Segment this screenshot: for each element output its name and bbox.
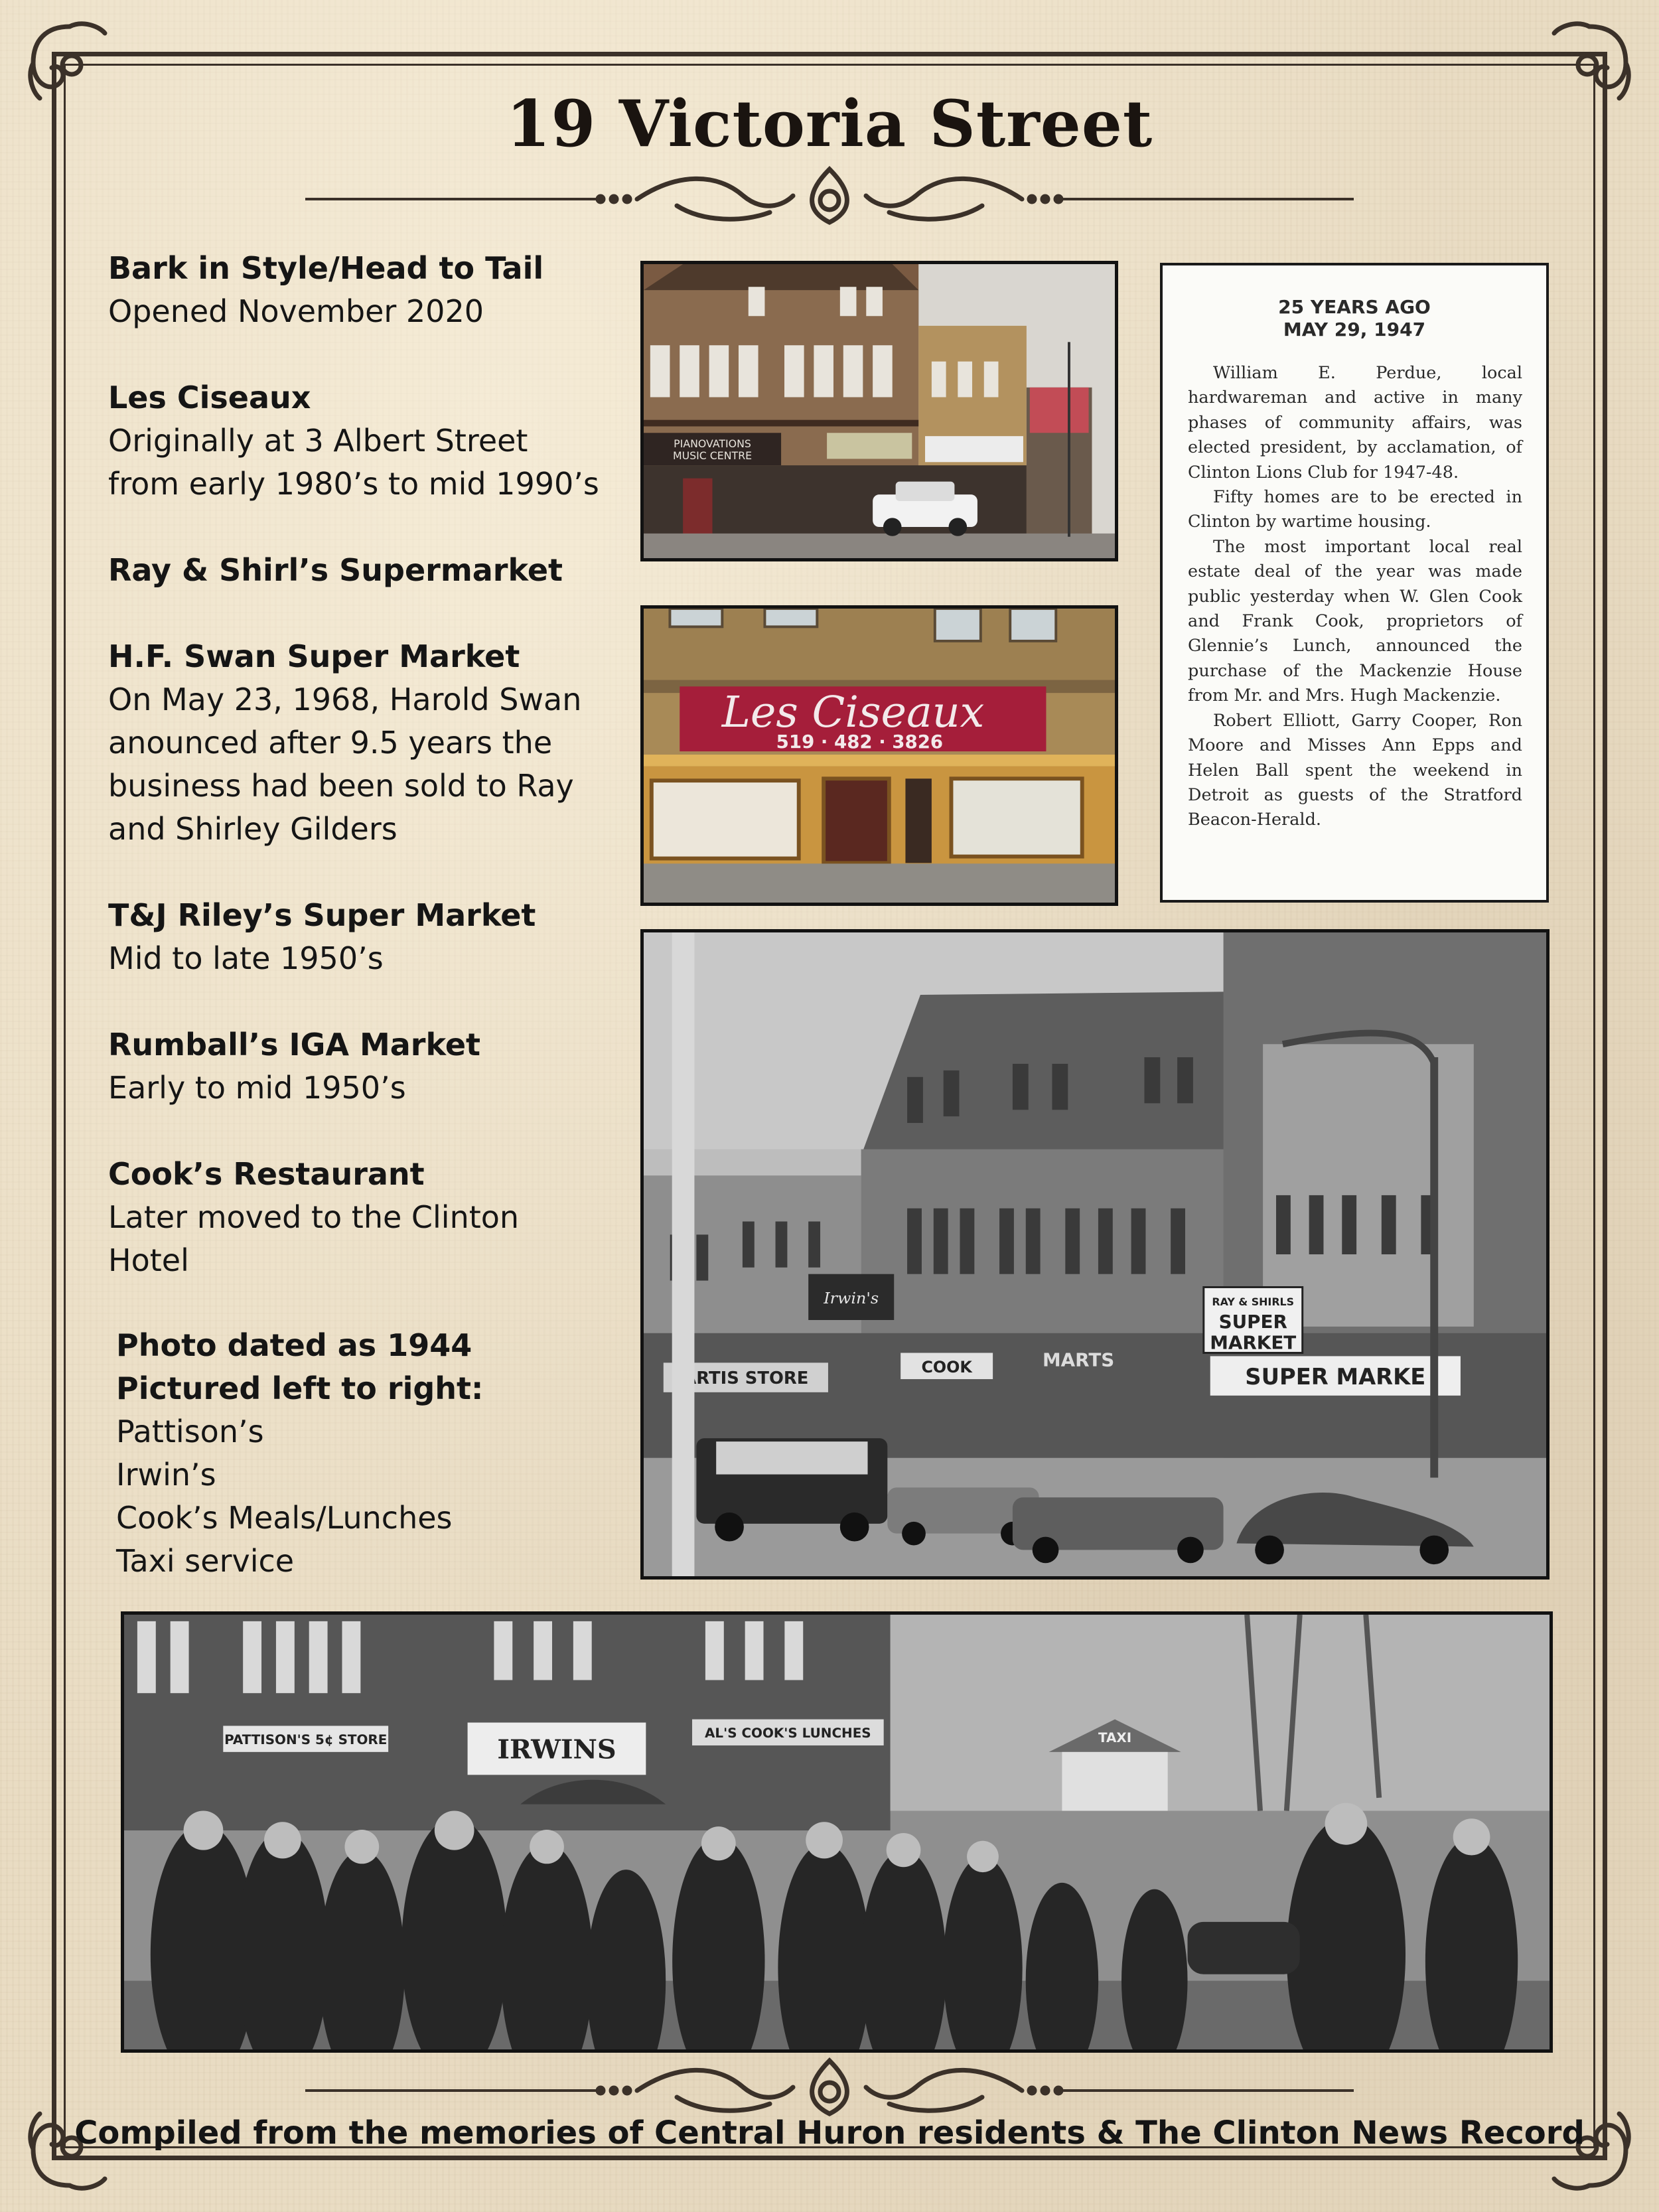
photo-modern-storefronts (640, 261, 1118, 561)
footer-divider-ornament (305, 2051, 1354, 2124)
title-divider-ornament (305, 159, 1354, 232)
store-sign-1970: ARTIS STORE (683, 1368, 809, 1388)
pianovations-sign: PIANOVATIONS MUSIC CENTRE (672, 437, 753, 462)
footer-credit: Compiled from the memories of Central Huron residents & The Clinton News Record (74, 2114, 1585, 2152)
entry-bark-in-style (108, 247, 639, 333)
entry-cooks-restaurant (108, 1153, 639, 1282)
clipping-paragraph: Fifty homes are to be erected in Clinton by wartime housing. (1188, 487, 1522, 532)
taxi-sign: TAXI (1098, 1730, 1132, 1746)
photo-caption (116, 1324, 620, 1583)
photo-list-item: Irwin’s (116, 1457, 216, 1493)
photo-date: Photo dated as 1944 (116, 1327, 472, 1363)
super-marke-sign: SUPER MARKE (1245, 1364, 1426, 1390)
entry-ray-shirls (108, 549, 639, 592)
entry-title: Les Ciseaux (108, 380, 311, 415)
entry-title: T&J Riley’s Super Market (108, 897, 536, 933)
photo-list-item: Cook’s Meals/Lunches (116, 1500, 453, 1536)
entry-title: Ray & Shirl’s Supermarket (108, 552, 563, 588)
ray-shirls-small-sign: RAY & SHIRLS (1212, 1295, 1295, 1309)
entry-title: Cook’s Restaurant (108, 1156, 425, 1192)
entry-rumballs-iga (108, 1023, 639, 1110)
clipping-paragraph: The most important local real estate deal of the year was made public yesterday when W. Glen Cook and Frank Cook, proprietors of Glennie’s Lunch, announced the purchase of the Mackenzie House from Mr. and Mrs. Hugh Mackenzie. (1188, 536, 1522, 706)
cooks-lunches-sign: AL'S COOK'S LUNCHES (705, 1726, 871, 1741)
clipping-date: MAY 29, 1947 (1283, 319, 1426, 340)
entry-text: On May 23, 1968, Harold Swan anounced after 9.5 years the business had been sold to Ray and Shirley Gilders (108, 682, 582, 847)
pattisons-sign: PATTISON'S 5¢ STORE (224, 1732, 388, 1747)
entry-text: Later moved to the Clinton Hotel (108, 1199, 520, 1278)
entry-title: Rumball’s IGA Market (108, 1027, 481, 1063)
irwins-sign: IRWINS (497, 1734, 616, 1765)
entry-hf-swan (108, 635, 639, 851)
clipping-paragraph: William E. Perdue, local hardwareman and active in many phases of community affairs, was elected president, by acclamation, of Clinton Lions Club for 1947-48. (1188, 363, 1522, 482)
entry-text: Originally at 3 Albert Street from early 1980’s to mid 1990’s (108, 423, 599, 502)
photo-list-item: Taxi service (116, 1543, 295, 1579)
photo-list-item: Pattison’s (116, 1414, 264, 1449)
entry-les-ciseaux (108, 376, 639, 506)
marts-sign: MARTS (1043, 1349, 1115, 1371)
clipping-heading: 25 YEARS AGO (1278, 296, 1431, 318)
newspaper-clipping (1160, 263, 1549, 903)
clipping-body (1163, 341, 1546, 833)
photo-order-label: Pictured left to right: (116, 1370, 484, 1406)
entry-text: Early to mid 1950’s (108, 1070, 406, 1106)
clipping-paragraph: Robert Elliott, Garry Cooper, Ron Moore and Misses Ann Epps and Helen Ball spent the weekend in Detroit as guests of the Stratford Beacon-Herald. (1188, 710, 1522, 830)
entry-text: Opened November 2020 (108, 293, 484, 329)
cook-sign-1970: COOK (921, 1358, 972, 1377)
super-market-sign: SUPER MARKET (1210, 1310, 1297, 1354)
photo-les-ciseaux-storefront (640, 605, 1118, 906)
entry-title: Bark in Style/Head to Tail (108, 250, 544, 286)
photo-1944-crowd (121, 1611, 1553, 2053)
page-title: 19 Victoria Street (506, 86, 1153, 161)
irwins-sign-1970: Irwin's (824, 1289, 879, 1308)
entry-text: Mid to late 1950’s (108, 940, 384, 976)
entry-tj-riley (108, 894, 639, 980)
phone-sign: 519 · 482 · 3826 (776, 731, 944, 753)
entry-title: H.F. Swan Super Market (108, 638, 520, 674)
business-history-list (108, 247, 639, 1325)
les-ciseaux-sign: Les Ciseaux (721, 688, 985, 737)
photo-1970s-street (640, 929, 1550, 1580)
